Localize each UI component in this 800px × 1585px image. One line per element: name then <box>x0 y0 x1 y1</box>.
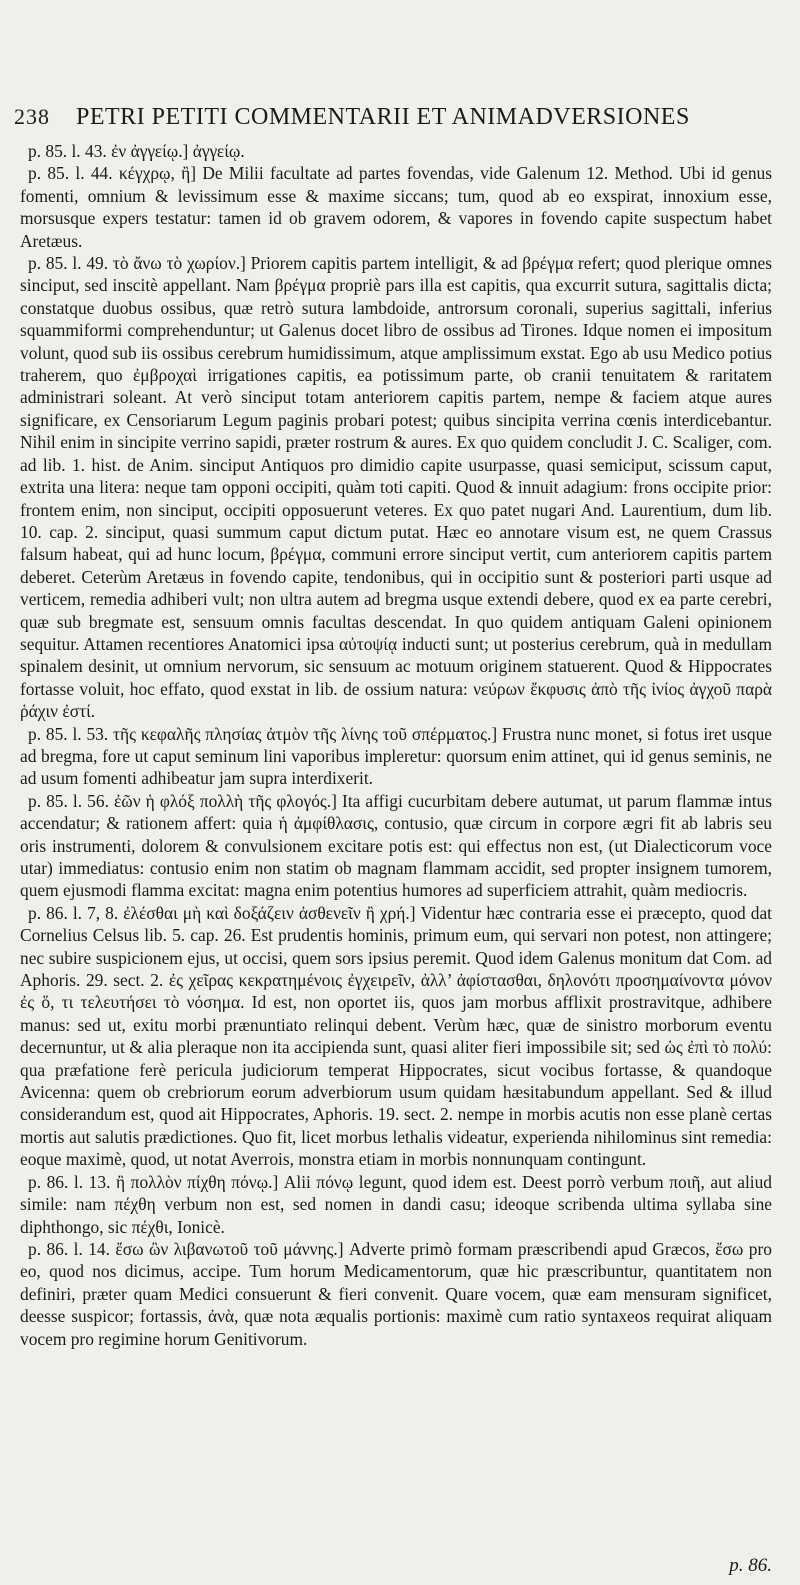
running-title: PETRI PETITI COMMENTARII ET ANIMADVERSIONES <box>76 104 690 130</box>
commentary-entry: p. 86. l. 7, 8. ἐλέσθαι μὴ καὶ δοξάζειν ἀσθενεῖν ἢ χρή.] Videntur hæc contraria esse ei præcepto, quod dat Cornelius Celsus lib. 5. cap. 26. Est prudentis hominis, primum eum, qui servari non potest, non attingere; nec subire suspicionem ejus, ut occisi, quem sors ipsius peremit. Quod idem Galenus monitum dat Com. ad Aphoris. 29. sect. 2. ἐς χεῖρας κεκρατημένοις ἐγχειρεῖν, ἀλλ’ ἀφίστασθαι, δηλονότι προσημαίνοντα μόνον ἐς ὅ, τι τελευτήσει τὸ νόσημα. Id est, non oportet iis, quos jam morbus afflixit prostravitque, adhibere manus: sed ut, exitu morbi prænuntiato relinqui debent. Verùm hæc, quæ de sinistro morborum eventu decernuntur, ut & alia pleraque non ita accipienda sunt, quasi aliter fieri impossibile sit; sed ὡς ἐπὶ τὸ πολύ: qua præfatione ferè pericula judiciorum temperat Hippocrates, sicut vocibus fortasse, & quandoque Avicenna: quem ob crebriorum eorum adverbiorum usum quidam hæsitabundum appellant. Sed & illud considerandum est, quod ait Hippocrates, Aphoris. 19. sect. 2. nempe in morbis acutis non esse planè certas mortis aut salutis prædictiones. Quo fit, licet morbus lethalis videatur, experienda nihilominus sint remedia: eoque maximè, quod, ut notat Averrois, monstra etiam in morbis nonnunquam contingunt. <box>20 902 772 1170</box>
page-header <box>14 104 740 131</box>
catchword: p. 86. <box>729 1555 772 1576</box>
commentary-entry: p. 85. l. 43. ἐν ἀγγείῳ.] ἀγγείῳ. <box>28 141 245 161</box>
commentary-entry: p. 85. l. 56. ἐῶν ἡ φλόξ πολλὴ τῆς φλογός.] Ita affigi cucurbitam debere autumat, ut parum flammæ intus accendatur; & rationem affert: quia ἡ ἀμφίθλασις, contusio, quæ circum in corpore ægri fit ab labris seu oris instrumenti, dolorem & convulsionem excitare potis est: qui effectus non est, (ut Dialecticorum voce utar) immediatus: contusio enim non statim ob magnam flammam accidit, sed propter insignem tumorem, quem ejusmodi flamma excitat: magna enim potentius humores ad superficiem attrahit, quàm mediocris. <box>20 790 772 901</box>
commentary-entry: p. 86. l. 14. ἔσω ὢν λιβανωτοῦ τοῦ μάννης.] Adverte primò formam præscribendi apud Græcos, ἔσω pro eo, quod nos dicimus, accipe. Tum horum Medicamentorum, quæ hic præscribuntur, quantitatem non definiri, præter quam Medici consuerunt & fieri convenit. Quare vocem, quæ eam mensuram significet, deesse suspicor; fortassis, ἀνὰ, quæ nota æqualis portionis: maximè cum ratio syntaxeos requirat aliquam vocem pro regimine horum Genitivorum. <box>20 1238 772 1349</box>
commentary-entry: p. 86. l. 13. ἢ πολλὸν πίχθη πόνῳ.] Alii πόνῳ legunt, quod idem est. Deest porrò verbum ποιῆ, aut aliud simile: nam πέχθη verbum non est, sed nomen in dandi casu; ideoque scribenda ultima syllaba sine diphthongo, sic πέχθι, Ionicè. <box>20 1171 772 1237</box>
commentary-entry: p. 85. l. 49. τὸ ἄνω τὸ χωρίον.] Priorem capitis partem intelligit, & ad βρέγμα refert; quod plerique omnes sinciput, sed inscitè appellant. Nam βρέγμα propriè pars illa est capitis, qua excurrit sutura, sagittalis dicta; constatque duobus ossibus, quæ retrò sutura lambdoide, antrorsum coronali, superius sagittali, inferius squammiformi comprehenduntur; ut Galenus docet libro de ossibus ad Tirones. Idque nomen ei impositum volunt, quod sub iis ossibus cerebrum humidissimum, atque amplissimum exstat. Ego ab usu Medico potius traherem, quo ἐμβροχαὶ irrigationes capitis, ea potissimum parte, ob cranii tenuitatem & raritatem administrari soleant. At verò sinciput totam anteriorem capitis partem, nempe & faciem atque aures significare, ex Censoriarum Legum paginis probari potest; quibus sincipita verrina cœnis interdicebantur. Nihil enim in sincipite verrino sapidi, præter rostrum & aures. Ex quo quidem concludit J. C. Scaliger, com. ad lib. 1. hist. de Anim. sinciput Antiquos pro dimidio capite usurpasse, quasi semiciput, scissum caput, extrita una litera: neque tam opponi occipiti, quàm toti capiti. Quod & innuit adagium: frons occipite prior: frontem enim, non sinciput, occipiti opposuerunt veteres. Ex quo patet nugari And. Laurentium, dum lib. 10. cap. 2. sinciput, quasi summum caput dictum putat. Hæc eo annotare visum est, ne quem Crassus falsum habeat, qui ad hunc locum, βρέγμα, communi errore sinciput vertit, cum anteriorem capitis partem deberet. Ceterùm Aretæus in fovendo capite, tendonibus, qui in occipitio sunt & posteriori parti usque ad verticem, remedia adhiberi vult; non ultra autem ad bregma usque extendi debere, quod ex ea parte cerebri, quæ sub bregmate est, sensuum omnis facultas descendat. In quo quidem antiquam Galeni opinionem sequitur. Attamen recentiores Anatomici ipsa αὐτοψίᾳ inducti sunt; ut posterius cerebrum, quà in medullam spinalem desinit, ut omnium nervorum, sic sensuum ac motuum originem statuerent. Quod & Hippocrates fortasse voluit, hoc effato, quod exstat in lib. de ossium natura: νεύρων ἔκφυσις ἀπὸ τῆς ἰνίος ἀγχοῦ παρὰ ῥάχιν ἐστί. <box>20 253 772 722</box>
commentary-entry: p. 85. l. 44. κέγχρῳ, ἢ] De Milii facultate ad partes fovendas, vide Galenum 12. Method. Ubi id genus fomenti, omnium & levissimum esse & maxime siccans; tum, quod ab eo exspirat, innoxium esse, morsusque expers testatur: tamen id ob gravem odorem, & vapores in fovendo capite suspectum habet Aretæus. <box>20 163 772 251</box>
page-number: 238 <box>14 104 50 129</box>
commentary-entry: p. 85. l. 53. τῆς κεφαλῆς πλησίας ἀτμὸν τῆς λίνης τοῦ σπέρματος.] Frustra nunc monet, si fotus iret usque ad bregma, fore ut caput seminum lini vaporibus impleretur: quorsum enim attinet, qui id genus seminis, ne ad usum fomenti adhibeatur jam supra interdixerit. <box>20 723 772 789</box>
commentary-body <box>20 140 772 1350</box>
